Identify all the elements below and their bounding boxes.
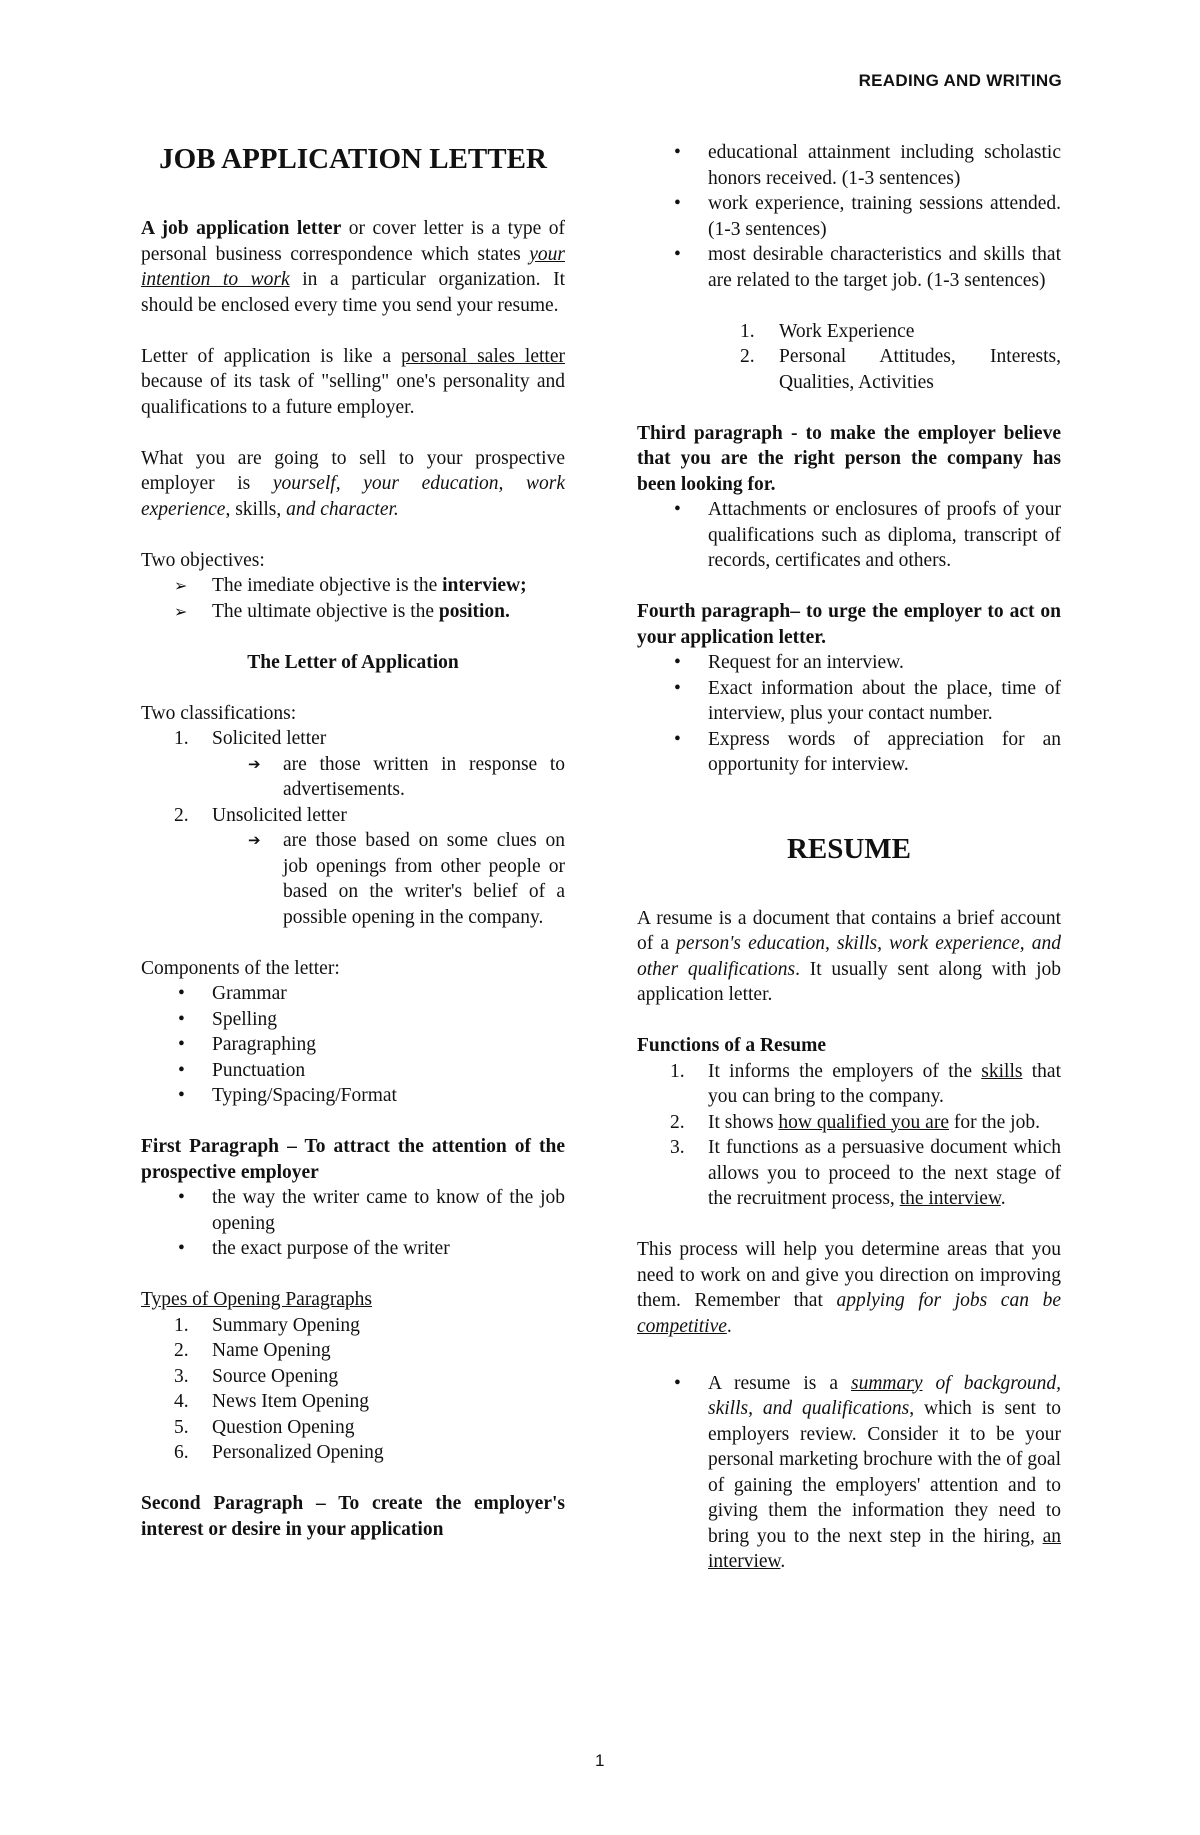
list-item: • Spelling — [141, 1007, 565, 1033]
opening-types-heading: Types of Opening Paragraphs — [141, 1289, 372, 1310]
list-item: ➢ The ultimate objective is the position. — [141, 599, 565, 625]
third-paragraph-heading: Third paragraph - to make the employer believe that you are the right person the company has been looking for. — [637, 422, 1061, 495]
fourth-paragraph-list — [637, 650, 1061, 778]
resume-title: RESUME — [786, 832, 912, 865]
functions-heading: Functions of a Resume — [637, 1035, 827, 1056]
second-paragraph-items — [637, 140, 1061, 293]
list-item: • Paragraphing — [141, 1032, 565, 1058]
list-item: 1. Summary Opening — [174, 1314, 360, 1336]
list-item: ➔ are those based on some clues on job openings from other people or based on the writer's belief of a possible opening in the company. — [141, 828, 565, 930]
third-paragraph-list — [637, 497, 1061, 574]
list-item: • work experience, training sessions attended. (1-3 sentences) — [637, 191, 1061, 242]
fourth-paragraph-heading: Fourth paragraph– to urge the employer to act on your application letter. — [637, 601, 1061, 648]
list-item: • the exact purpose of the writer — [141, 1236, 565, 1262]
list-item: • Attachments or enclosures of proofs of your qualifications such as diploma, transcript of records, certificates and others. — [637, 497, 1061, 574]
second-paragraph-heading: Second Paragraph – To create the employer's interest or desire in your application — [141, 1493, 565, 1540]
list-item: 1. Solicited letter — [174, 728, 327, 749]
opening-types-list — [141, 1313, 565, 1466]
list-item: • Request for an interview. — [637, 650, 1061, 676]
list-item: • Exact information about the place, time of interview, plus your contact number. — [637, 676, 1061, 727]
running-header: READING AND WRITING — [858, 71, 1062, 90]
list-item: 2. It shows how qualified you are for the job. — [670, 1111, 1040, 1133]
second-paragraph-numbered — [637, 319, 1061, 396]
list-item: • the way the writer came to know of the job opening — [141, 1185, 565, 1236]
list-item: • Express words of appreciation for an opportunity for interview. — [637, 727, 1061, 778]
list-item: 2. Name Opening — [174, 1340, 331, 1361]
classifications-list — [141, 726, 565, 752]
list-item: 3. It functions as a persuasive document which allows you to proceed to the next stage of the recruitment process, the interview. — [670, 1137, 1061, 1209]
classification-desc-list — [141, 752, 565, 803]
functions-list — [637, 1059, 1061, 1212]
classifications-heading: Two classifications: — [141, 702, 297, 724]
list-item: 4. News Item Opening — [174, 1391, 370, 1412]
list-item: • educational attainment including scholastic honors received. (1-3 sentences) — [637, 140, 1061, 191]
list-item: • Typing/Spacing/Format — [141, 1083, 565, 1109]
list-item: 1. Work Experience — [740, 320, 915, 342]
list-item: • Grammar — [141, 981, 565, 1007]
list-item: ➔ are those written in response to advertisements. — [141, 752, 565, 803]
list-item: ➢ The imediate objective is the interview; — [141, 573, 565, 599]
list-item: 2. Personal Attitudes, Interests, Qualities, Activities — [740, 346, 1061, 393]
resume-intro: A resume is a document that contains a brief account of a person's education, skills, work experience, and other qualifications. It usually sent along with job application letter. — [637, 907, 1061, 1005]
list-item: 1. It informs the employers of the skills that you can bring to the company. — [670, 1060, 1061, 1107]
components-heading: Components of the letter: — [141, 957, 340, 979]
process-paragraph: This process will help you determine areas that you need to work on and give you direction on improving them. Remember that applying for jobs can be competitive. — [637, 1239, 1061, 1337]
first-paragraph-heading: First Paragraph – To attract the attention of the prospective employer — [141, 1136, 565, 1183]
right-column — [637, 140, 1061, 1575]
list-item: 2. Unsolicited letter — [174, 804, 347, 826]
letter-of-application-heading: The Letter of Application — [247, 651, 459, 673]
list-item: • A resume is a summary of background, skills, and qualifications, which is sent to employers review. Consider it to be your personal marketing brochure with the of goal of gaining the employers' attention and to giving them the information they need to bring you to the next step in the hiring, an interview. — [637, 1371, 1061, 1575]
page-number: 1 — [595, 1751, 605, 1770]
classification-desc-list-2 — [141, 828, 565, 930]
sell-paragraph: What you are going to sell to your prospective employer is yourself, your education, work experience, skills, and character. — [141, 447, 565, 520]
list-item: 3. Source Opening — [174, 1365, 339, 1387]
page-title: JOB APPLICATION LETTER — [159, 143, 547, 175]
left-column — [141, 142, 565, 1542]
objectives-heading: Two objectives: — [141, 549, 265, 571]
summary-list — [637, 1371, 1061, 1575]
classifications-list-2 — [141, 803, 565, 829]
list-item: • Punctuation — [141, 1058, 565, 1084]
list-item: • most desirable characteristics and skills that are related to the target job. (1-3 sentences) — [637, 242, 1061, 293]
objectives-list — [141, 573, 565, 624]
list-item: 6. Personalized Opening — [174, 1442, 384, 1463]
components-list — [141, 981, 565, 1109]
sales-paragraph: Letter of application is like a personal sales letter because of its task of "selling" one's personality and qualifications to a future employer. — [141, 345, 565, 418]
intro-paragraph: A job application letter or cover letter is a type of personal business correspondence which states your intention to work in a particular organization. It should be enclosed every time you send your resume. — [141, 218, 565, 316]
first-paragraph-list — [141, 1185, 565, 1262]
list-item: 5. Question Opening — [174, 1416, 355, 1438]
